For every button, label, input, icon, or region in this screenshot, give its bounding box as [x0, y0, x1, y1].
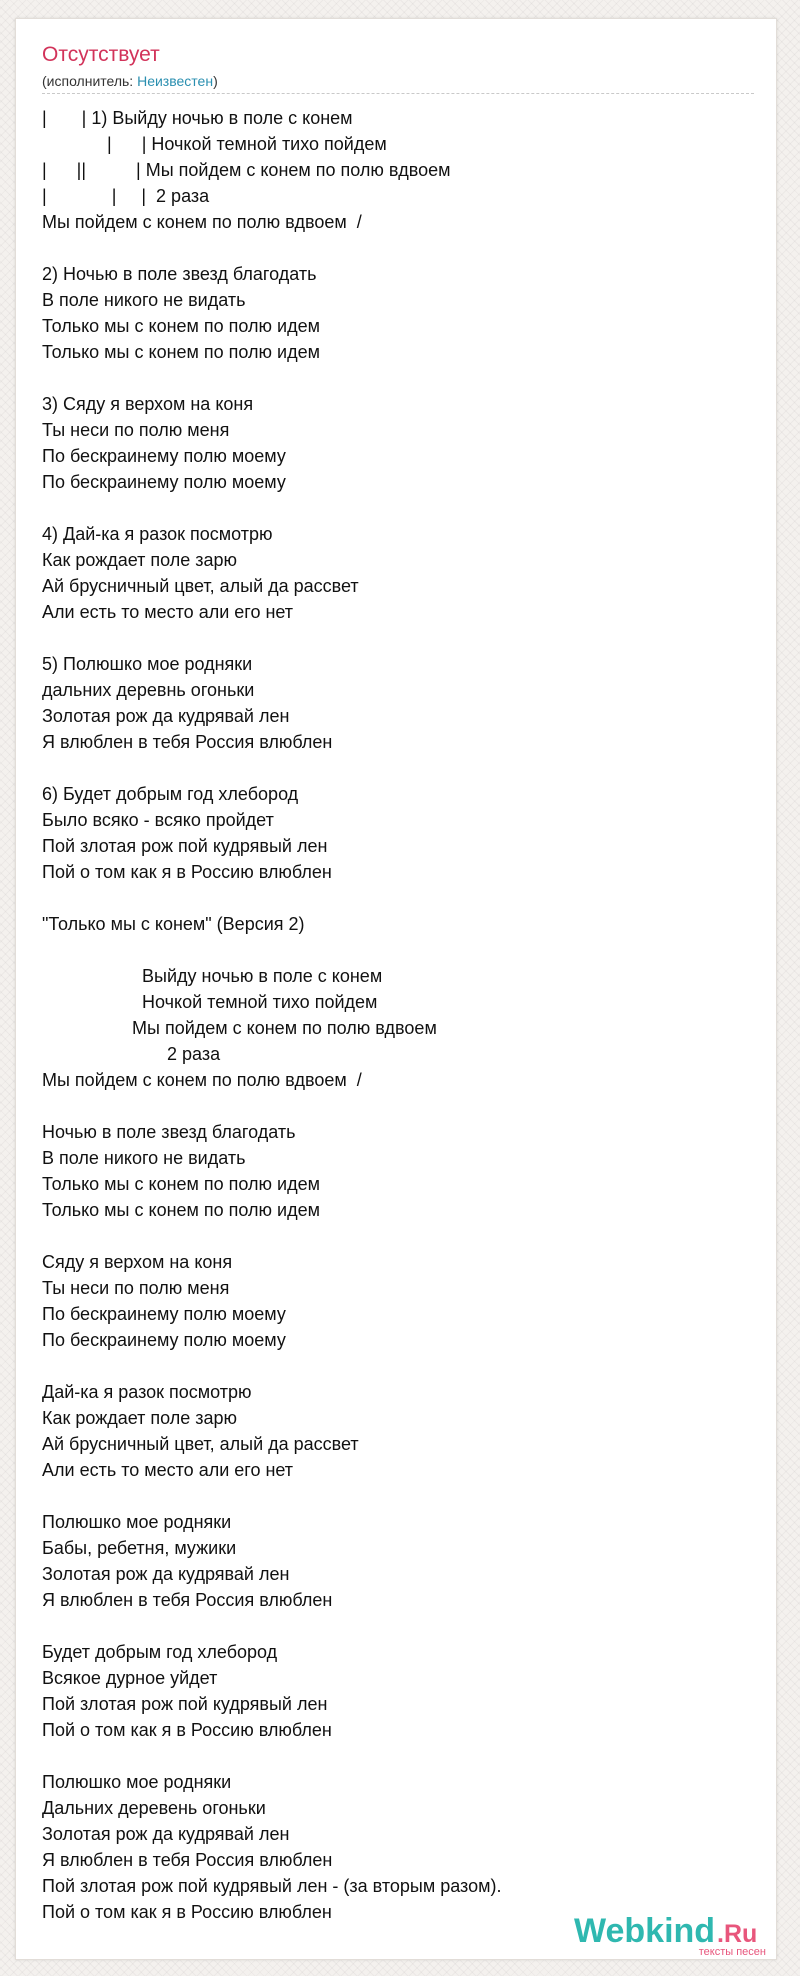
- artist-line: [42, 73, 218, 89]
- lyrics-card: [15, 18, 777, 1960]
- artist-link[interactable]: Неизвестен: [137, 73, 214, 89]
- artist-prefix: (исполнитель:: [42, 73, 138, 89]
- song-title: Отсутствует: [42, 43, 160, 66]
- site-logo[interactable]: [566, 1904, 776, 1956]
- artist-suffix: ): [213, 73, 218, 89]
- logo-tagline: тексты песен: [698, 1946, 766, 1956]
- lyrics-text: | | 1) Выйду ночью в поле с конем | | Ночкой темной тихо пойдем | || | Мы пойдем с конем по полю вдвоем | | | 2 раза Мы пойдем с конем по полю вдвоем / 2) Ночью в поле звезд благодать В поле никого не видать Только мы с конем по полю идем Только мы с конем по полю идем 3) Сяду я верхом на коня Ты неси по полю меня По бескраинему полю моему По бескраинему полю моему 4) Дай-ка я разок посмотрю Как рождает поле зарю Ай брусничный цвет, алый да рассвет Али есть то место али его нет 5) Полюшко мое родняки дальних деревнь огоньки Золотая рож да кудрявай лен Я влюблен в тебя Россия влюблен 6) Будет добрым год хлебород Было всяко - всяко пройдет Пой злотая рож пой кудрявый лен Пой о том как я в Россию влюблен "Только мы с конем" (Версия 2) Выйду ночью в поле с конем Ночкой темной тихо пойдем Мы пойдем с конем по полю вдвоем 2 раза Мы пойдем с конем по полю вдвоем / Ночью в поле звезд благодать В поле никого не видать Только мы с конем по полю идем Только мы с конем по полю идем Сяду я верхом на коня Ты неси по полю меня По бескраинему полю моему По бескраинему полю моему Дай-ка я разок посмотрю Как рождает поле зарю Ай брусничный цвет, алый да рассвет Али есть то место али его нет Полюшко мое родняки Бабы, ребетня, мужики Золотая рож да кудрявай лен Я влюблен в тебя Россия влюблен Будет добрым год хлебород Всякое дурное уйдет Пой злотая рож пой кудрявый лен Пой о том как я в Россию влюблен Полюшко мое родняки Дальних деревень огоньки Золотая рож да кудрявай лен Я влюблен в тебя Россия влюблен Пой злотая рож пой кудрявый лен - (за вторым разом). Пой о том как я в Россию влюблен: [42, 108, 502, 1922]
- logo-brand: Webkind: [574, 1912, 716, 1950]
- logo-tld: .Ru: [717, 1920, 758, 1948]
- divider: [42, 93, 754, 94]
